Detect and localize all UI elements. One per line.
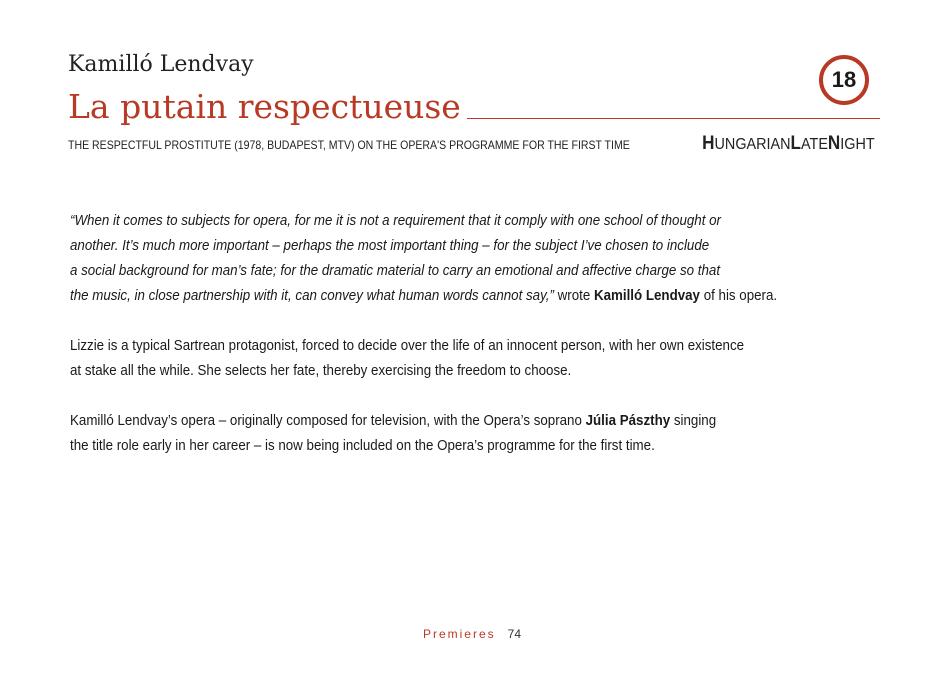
quote-line: the music, in close partnership with it, can convey what human words cannot say,” <box>70 288 554 304</box>
paragraph-line: Lizzie is a typical Sartrean protagonist, forced to decide over the life of an innocent person, with her own existence <box>70 338 745 354</box>
quote-paragraph <box>70 209 834 309</box>
attribution-post: of his opera. <box>699 288 778 304</box>
attribution-name: Kamilló Lendvay <box>593 288 700 304</box>
series-rest-1: UNGARIAN <box>714 136 791 153</box>
series-rest-2: ATE <box>801 136 829 153</box>
opera-title: La putain respectueuse <box>68 87 461 126</box>
title-rule <box>467 118 880 119</box>
quote-line: a social background for man’s fate; for the dramatic material to carry an emotional and affective charge so that <box>70 263 721 279</box>
paragraph-line: at stake all the while. She selects her fate, thereby exercising the freedom to choose. <box>70 363 572 379</box>
para3-line2: the title role early in her career – is now being included on the Opera’s programme for the first time. <box>70 438 655 454</box>
opera-subtitle: THE RESPECTFUL PROSTITUTE (1978, BUDAPEST, MTV) ON THE OPERA'S PROGRAMME FOR THE FIRST TIME <box>68 138 630 152</box>
body-text <box>70 209 900 484</box>
page-footer <box>0 627 944 641</box>
para3-pre: Kamilló Lendvay’s opera – originally composed for television, with the Opera’s soprano <box>70 413 586 429</box>
age-rating-value: 18 <box>831 67 857 92</box>
paragraph-lizzie <box>70 334 834 384</box>
paragraph-premiere <box>70 409 834 459</box>
series-cap-1: H <box>702 133 715 154</box>
quote-line: “When it comes to subjects for opera, for me it is not a requirement that it comply with one school of thought or <box>70 213 722 229</box>
footer-section: Premieres <box>422 627 496 641</box>
quote-line: another. It’s much more important – perhaps the most important thing – for the subject I’ve chosen to include <box>70 238 710 254</box>
attribution-pre: wrote <box>553 288 594 304</box>
series-rest-3: IGHT <box>840 136 875 153</box>
series-cap-2: L <box>790 133 802 154</box>
series-label <box>702 133 875 155</box>
page-number: 74 <box>507 627 522 641</box>
composer-name: Kamilló Lendvay <box>68 52 254 77</box>
para3-post: singing <box>670 413 717 429</box>
title-row <box>68 87 880 126</box>
soprano-name: Júlia Pászthy <box>585 413 671 429</box>
series-cap-3: N <box>828 133 841 154</box>
